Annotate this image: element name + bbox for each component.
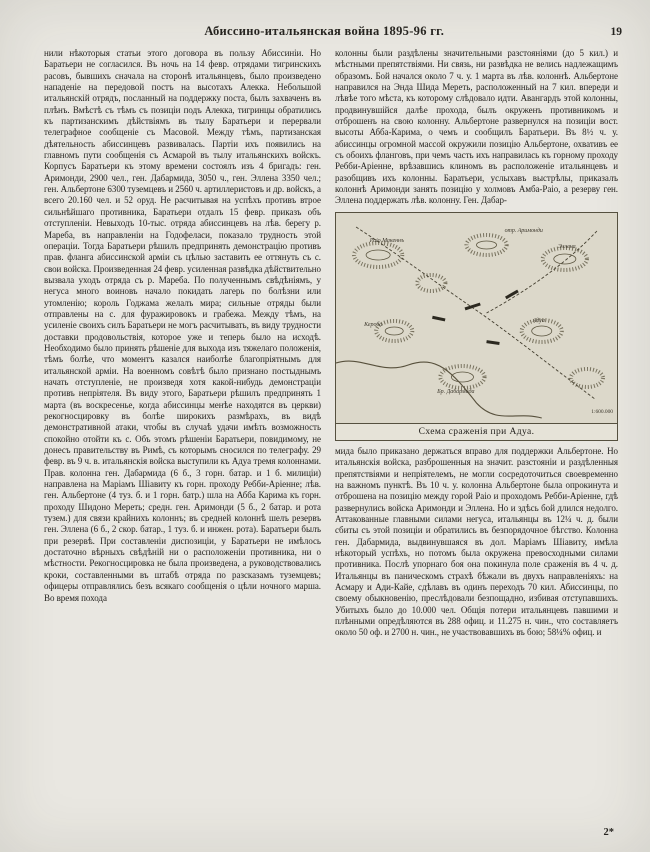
printers-signature-mark: 2* xyxy=(603,827,614,838)
map-label: отр. Аримонди xyxy=(504,227,543,234)
map-image xyxy=(336,213,617,423)
left-column-text: нили нѣкоторыя статьи этого договора въ пользу Абиссиніи. Но Баратьери не согласился. Въ ночь на 14 февр. отрядами тигринскихъ расовъ, бывшихъ сначала на сторонѣ итальянцевъ, было произведено нападеніе на передовой постъ на высотахъ Алекка. Небольшой итальянскій отрядъ, посланный на поддержку поста, былъ захваченъ въ плѣнъ. Вмѣстѣ съ тѣмъ съ позиціи подъ Алекка, тигринцы обратились къ партизанскимъ дѣйствіямъ въ тылу Баратьери и перервали телеграфное сообщеніе съ Масовой. Между тѣмъ, партизанская дѣятельность абиссинцевъ развивалась. Партіи ихъ появились на главномъ пути сообщенія съ Асмарой въ тылу итальянскихъ войскъ. Корпусъ Баратьери къ этому времени состоялъ изъ 4 бригадъ: ген. Аримонди, 2900 чел., ген. Дабармида, 3050 ч., ген. Эллена 3350 чел.; ген. Альбертоне 6300 туземцевъ и 2560 ч. артиллеристовъ и др. войскъ, а всего 20.160 чел. и 52 оруд. Не расчитывая на успѣхъ противъ втрое сильнѣйшаго противника, Баратьери отдалъ 15 февр. приказъ объ отступленіи. Невыходъ 10-тыс. отряда абиссинцевъ на лѣв. берегу р. Мареба, въ направленіи на Годофеласи, показало трудность этой операціи. Тогда Баратьери рѣшилъ предпринять демонстрацію противъ прав. фланга абиссинской арміи съ цѣлью заставить ее оттянуть съ с. свои войска. Произведенная 24 февр. усиленная развѣдка дѣйствительно вызвала уходъ отряда съ р. Мареба. По полученнымъ свѣдѣніямъ, у негуса много воиновъ начало покидать лагерь по болѣзни или утомленію; король Годжама желалъ мира; сильные отряды были отправлены на с. для фуражировокъ и грабежа. Между тѣмъ, на усиленіе своихъ силъ Баратьери не могъ расчитывать, въ виду трудности доставки продовольствія, которое уже и теперь было на исходѣ. Необходимо было принять рѣшеніе для выхода изъ тяжелаго положенія, тѣмъ болѣе, что моментъ казался наиболѣе благопріятнымъ для итальянской арміи. На военномъ совѣтѣ было признано постыднымъ начать отступленіе, не произведя хотя какой-нибудь демонстраціи противъ непріятеля. Въ виду этого, Баратьери рѣшилъ предпринять 1 марта (въ воскресенье, когда абиссинцы менѣе находятся въ церкви) рекогносцировку въ болѣе широкихъ размѣрахъ, въ видѣ демонстративной атаки, чтобы въ случаѣ удачи имѣть возможность спокойно отойти къ с. Объ этомъ рѣшеніи Баратьери, повидимому, не донесъ правительству въ Римѣ, съ которымъ сносился по телеграфу. 29 февр. въ 9 ч. в. итальянскія войска выступили къ Адуа тремя колоннами. Прав. колонна ген. Дабармида (6 б., 3 горн. батар. и 1 б. милиціи) направлена на Маріамъ Шіавиту къ горн. проходу Ребби-Аріенне; лѣв. ген. Альбертоне (4 туз. б. и 1 горн. батр.) шла на Абба Карима къ горн. проходу Шидоно Мереть; средн. ген. Аримонди (5 б., 2 батар. и рота тузем.) для связи крайнихъ колоннъ; въ средней колоннѣ шелъ резервъ ген. Эллена (6 б., 2 скор. батар., 1 туз. б. и инжен. рота). Баратьери былъ при резервѣ. При составленіи диспозиціи, у Баратьери не имѣлось достаточно вѣрныхъ свѣдѣній ни о расположеніи противника, ни о мѣстности. Рекогносцировка не была произведена, а руководствовались кроки, составленными въ штабѣ отряда по разсказамъ туземцевъ; офицеры отправлялись безъ всякаго сообщенія о цѣли ночного марша. Во время похода xyxy=(44,48,321,603)
page-header xyxy=(44,24,622,39)
map-label: Кероба xyxy=(364,322,383,328)
map-label: Раіо Макеннъ xyxy=(369,238,405,244)
page-title: Абиссино-итальянская война 1895-96 гг. xyxy=(204,24,445,38)
column-left xyxy=(44,48,321,838)
text-columns xyxy=(44,48,618,838)
right-column-bottom-text: мида было приказано держаться вправо для поддержки Альбертоне. Но итальянскія войска, разброшенныя на значит. разстояніи и раздѣленныя препятствіями и непріятелемъ, не могли сосредоточиться своевременно на важномъ пунктѣ. Въ 10 ч. у. колонна Альбертоне была опрокинута и отброшена на позицію между горой Раіо и проходомъ Ребби-Аріенне, гдѣ развернулись войска Аримонди и Эллена. Но и здѣсь бой длился недолго. Аттакованные главными силами негуса, итальянцы въ 12¼ ч. д. были сбиты съ этой позиціи и обратились въ безпорядочное бѣгство. Колонна ген. Дабармида, выдвинувшаяся въ дол. Маріамъ Шіавиту, имѣла нѣкоторый успѣхъ, но потомъ была окружена превосходными силами противника. Послѣ упорнаго боя она покинула поле сраженія въ 4 ч. д. Итальянцы въ паническомъ страхѣ бѣжали въ двухъ направленіяхъ: на Асмару и Ади-Кайе, сдѣлавъ въ одинъ переходъ 70 кил. Абиссинцы, по своему обыкновенію, преслѣдовали безпощадно, избивая отступавшихъ. Убитыхъ было до 10.000 чел. Общія потери итальянцевъ павшими и плѣнными опредѣляются въ 288 офиц. и 11.275 н. чин., что составляетъ около 50 оф. и 2700 н. чин., не участвовавшихъ въ бою; 58¼% офиц. и xyxy=(335,445,618,638)
right-column-top-text: колонны были раздѣлены значительными разстояніями (до 5 кил.) и мѣстными препятствіями. Ни связь, ни развѣдка не велись надлежащимъ образомъ. Бой начался около 7 ч. у. 1 марта въ лѣв. колоннѣ. Альбертоне направился на Энда Шида Мереть, расположенный на 7 кил. впереди и лѣвѣе того мѣста, къ которому слѣдовало идти. Авангардъ этой колонны, продвинувшійся далѣе прохода, былъ окруженъ противникомъ и отброшенъ на свою колонну. Альбертоне развернулся на позиціи вост. высоты Абба-Карима, о чемъ и сообщилъ Баратьери. Въ 8½ ч. у. абиссинцы огромной массой окружили позицію Альбертоне, охвативъ ее съ обоихъ фланговъ, при чемъ часть ихъ направилась къ горному проходу Ребби-Аріенне, врѣзавшись клиномъ въ расположеніе итальянцевъ и разобщивъ ихъ колонны. Баратьери, услыхавъ выстрѣлы, приказалъ колоннѣ Аримонди занять позицію у холмовъ Амба-Раіо, а резерву ген. Эллена поддержать лѣв. колонну. Ген. Дабар- xyxy=(335,48,618,206)
map-label: Бр. Дабармида xyxy=(437,389,475,396)
map-label: Эллена xyxy=(557,244,576,251)
map-scale-label: 1:600.000 xyxy=(591,409,613,416)
page-number: 19 xyxy=(610,26,622,38)
map-label: Адуа xyxy=(532,317,545,324)
figure-caption: Схема сраженія при Адуа. xyxy=(336,423,617,440)
column-right xyxy=(335,48,618,838)
battle-map-figure xyxy=(335,212,618,441)
